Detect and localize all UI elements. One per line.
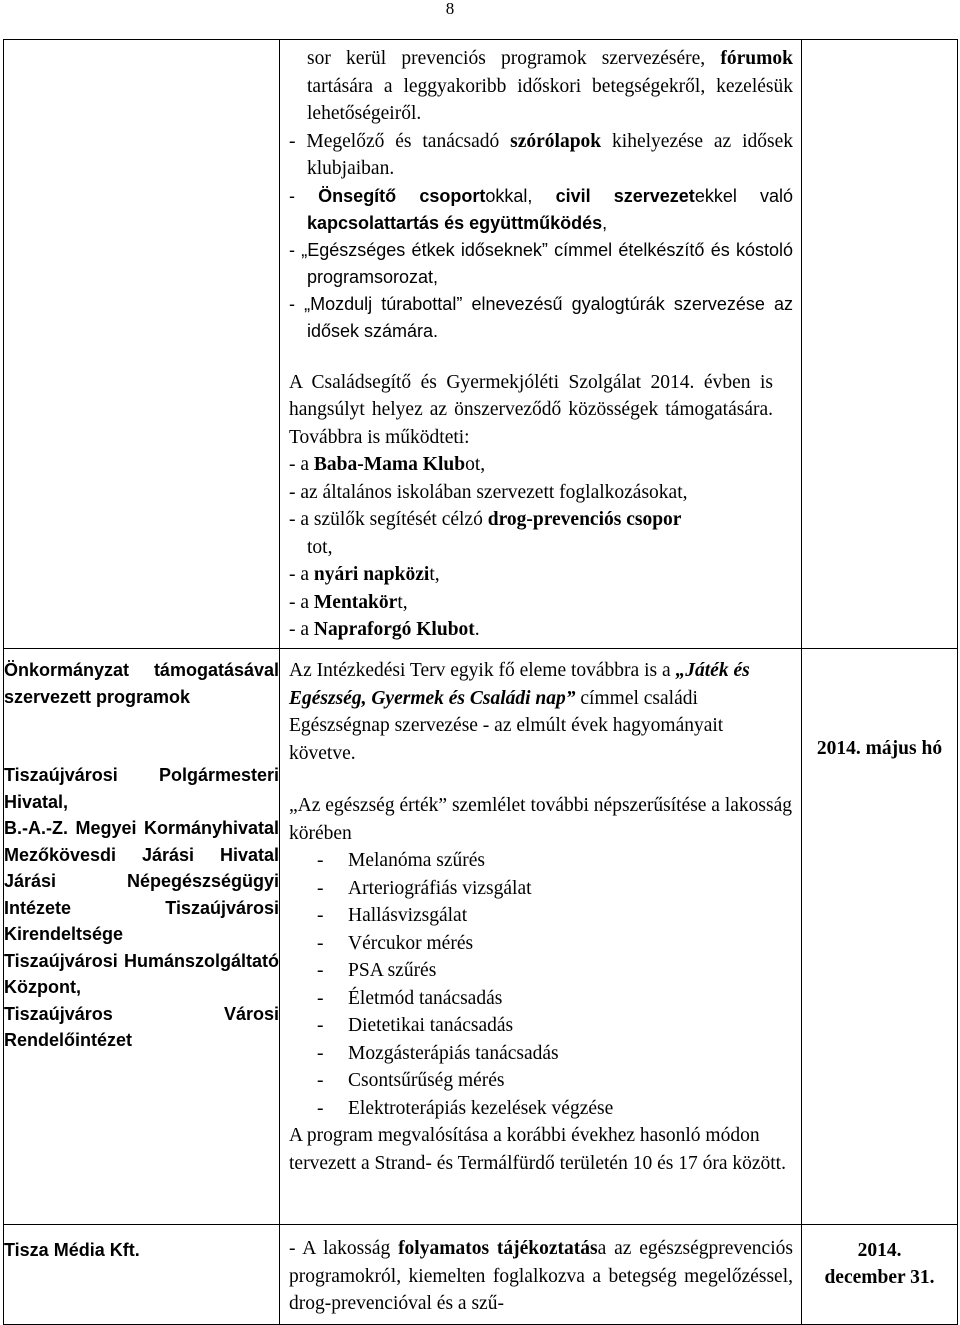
list-item: - a Napraforgó Klubot. bbox=[289, 619, 480, 640]
table-row bbox=[4, 649, 958, 1225]
list-item: - Elektroterápiás kezelések végzése bbox=[317, 1097, 614, 1119]
date-label: 2014. május hó bbox=[816, 738, 943, 759]
list-item: - Arteriográfiás vizsgálat bbox=[317, 877, 532, 899]
action-plan-table bbox=[3, 39, 958, 1325]
paragraph: sor kerül prevenciós programok szervezésére, fórumok tartására a leggyakoribb időskori betegségekről, kezelésük lehetőségeiről. bbox=[307, 48, 793, 124]
paragraph: - „Mozdulj túrabottal” elnevezésű gyalogtúrák szervezése az idősek számára. bbox=[289, 293, 793, 341]
list-item: - a Mentakört, bbox=[289, 591, 408, 613]
list-item: - Csontsűrűség mérés bbox=[317, 1070, 505, 1091]
date-label: 2014. bbox=[857, 1240, 902, 1261]
list-item: - a szülők segítését célzó drog-prevenciós csopor tot, bbox=[289, 509, 682, 558]
page-number: 8 bbox=[445, 0, 455, 18]
table-row bbox=[4, 40, 958, 649]
row2-right-cell bbox=[802, 649, 958, 1225]
paragraph: - Megelőző és tanácsadó szórólapok kihelyezése az idősek klubjaiban. bbox=[289, 130, 793, 179]
list-item: - Mozgásterápiás tanácsadás bbox=[317, 1042, 559, 1064]
paragraph: - „Egészséges étkek időseknek” címmel ételkészítő és kóstoló programsorozat, bbox=[289, 239, 793, 287]
row3-right-cell bbox=[802, 1225, 958, 1325]
paragraph: A Családsegítő és Gyermekjóléti Szolgálat 2014. évben is hangsúlyt helyez az önszerveződő közösségek támogatására. Továbbra is működteti: bbox=[289, 371, 773, 448]
date-label: december 31. bbox=[824, 1267, 935, 1288]
list-item: - Vércukor mérés bbox=[317, 932, 474, 954]
row2-left-cell bbox=[4, 649, 280, 1225]
list-item: - PSA szűrés bbox=[317, 960, 437, 981]
list-item: - Életmód tanácsadás bbox=[317, 987, 503, 1009]
row3-left-cell bbox=[4, 1225, 280, 1325]
paragraph: - A lakosság folyamatos tájékoztatása az egészségprevenciós programokról, kiemelten foglalkozva a betegség megelőzéssel, drog-prevencióval és a szű- bbox=[289, 1238, 793, 1314]
list-item: - az általános iskolában szervezett foglalkozásokat, bbox=[289, 481, 688, 503]
list-item: - a Baba-Mama Klubot, bbox=[289, 454, 486, 475]
partner-name: Tiszaújvárosi Polgármesteri Hivatal, bbox=[4, 765, 279, 812]
partner-name: B.-A.-Z. Megyei Kormányhivatal Mezőkövesdi Járási Hivatal Járási Népegészségügyi Intézete Tiszaújvárosi Kirendeltsége bbox=[4, 818, 279, 944]
list-item: - a nyári napközit, bbox=[289, 564, 440, 585]
paragraph: - Önsegítő csoportokkal, civil szervezetekkel való kapcsolattartás és együttműködés, bbox=[289, 185, 794, 233]
row1-right-cell bbox=[802, 40, 958, 649]
list-item: - Hallásvizsgálat bbox=[317, 905, 468, 926]
partner-name: Tiszaújváros Városi Rendelőintézet bbox=[4, 1003, 279, 1050]
paragraph: Az Intézkedési Terv egyik fő eleme továbbra is a „Játék és Egészség, Gyermek és Családi nap” címmel családi Egészségnap szervezése - az elmúlt évek hagyományait követve. bbox=[289, 660, 750, 764]
row2-mid-cell bbox=[280, 649, 802, 1225]
paragraph: A program megvalósítása a korábbi évekhez hasonló módon tervezett a Strand- és Termálfürdő területén 10 és 17 óra között. bbox=[289, 1125, 786, 1174]
paragraph: „Az egészség érték” szemlélet további népszerűsítése a lakosság körében bbox=[289, 795, 792, 844]
partner-name: Tiszaújvárosi Humánszolgáltató Központ, bbox=[4, 950, 279, 997]
list-item: - Dietetikai tanácsadás bbox=[317, 1015, 514, 1036]
screening-list bbox=[289, 847, 793, 1122]
table-row bbox=[4, 1225, 958, 1325]
program-title: Önkormányzat támogatásával szervezett programok bbox=[4, 660, 279, 707]
organization-name: Tisza Média Kft. bbox=[4, 1240, 140, 1260]
list-item: - Melanóma szűrés bbox=[317, 850, 485, 871]
row1-mid-cell bbox=[280, 40, 802, 649]
row1-left-cell bbox=[4, 40, 280, 649]
row3-mid-cell bbox=[280, 1225, 802, 1325]
